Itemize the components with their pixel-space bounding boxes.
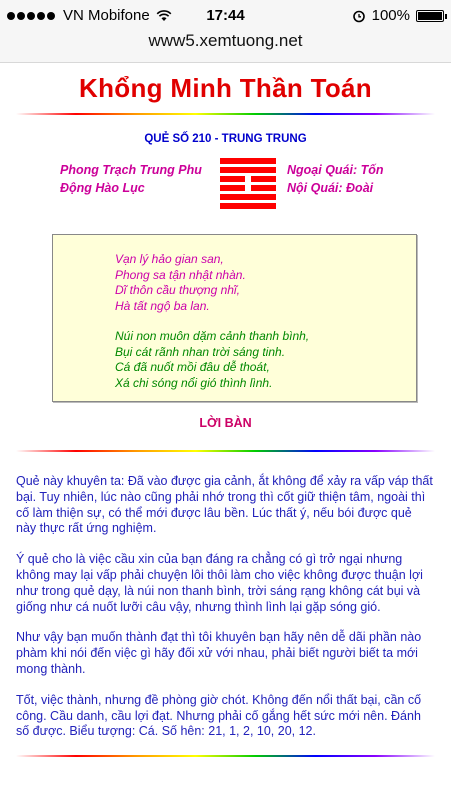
hexagram-name-block (60, 161, 202, 197)
poem-verse-original (115, 252, 404, 314)
commentary-body (16, 474, 435, 740)
rainbow-divider (16, 450, 435, 452)
poem-verse-translation (115, 329, 404, 391)
poem-line: Bụi cát rãnh nhan trời sáng tinh. (115, 344, 286, 359)
moving-line: Động Hào Lục (60, 181, 145, 195)
poem-box (52, 234, 417, 402)
poem-line: Dĩ thôn cầu thượng nhĩ, (115, 283, 240, 297)
hexagram-info (16, 161, 435, 219)
commentary-paragraph: Tốt, việc thành, nhưng đề phòng giờ chót. Không đến nổi thất bại, cần cố công. Cầu danh, cầu lợi đạt. Nhưng phải cố gắng hết sức mới nên. Đánh số được. Biểu tượng: Cá. Số hên: 21, 1, 2, 10, 20, 12. (16, 692, 422, 739)
page-content (0, 73, 451, 757)
hexagram-symbol-icon (220, 158, 276, 212)
outer-trigram: Ngoại Quái: Tốn (287, 163, 384, 177)
poem-line: Vạn lý hảo gian san, (115, 252, 224, 266)
poem-line: Hà tất ngộ ba lan. (115, 298, 210, 313)
hexagram-number: QUẺ SỐ 210 - TRUNG TRUNG (144, 133, 307, 145)
status-bar (7, 7, 444, 25)
commentary-paragraph: Như vậy bạn muốn thành đạt thì tôi khuyên bạn hãy nên dễ dãi phần nào phàm khi nói đến việc gì hãy đối xử với nhau, phải biết người biết ta mới mong thành. (16, 630, 422, 676)
battery-icon (416, 10, 444, 22)
inner-trigram: Nội Quái: Đoài (287, 181, 374, 195)
poem-line: Núi non muôn dặm cảnh thanh bình, (115, 329, 310, 343)
commentary-paragraph: Ý quẻ cho là việc cầu xin của bạn đáng ra chẳng có gì trở ngại nhưng không may lại vấp phải chuyện lôi thôi làm cho việc không được thuận lợi như trong quẻ dạy, là núi non thanh bình, trời sáng rạng không cát bụi và giống như cá nuốt lưỡi câu vậy, nhưng thình lình lại gặp sóng gió. (16, 552, 423, 614)
battery-percentage: 100% (371, 7, 410, 24)
poem-line: Xá chi sóng nổi gió thình lình. (115, 375, 273, 390)
commentary-heading: LỜI BÀN (199, 416, 252, 430)
page-title: Khổng Minh Thần Toán (79, 73, 372, 103)
trigram-block (287, 161, 384, 197)
alarm-icon (352, 9, 366, 23)
status-time: 17:44 (206, 7, 245, 24)
poem-line: Phong sa tận nhật nhàn. (115, 267, 246, 282)
commentary-paragraph: Quẻ này khuyên ta: Đã vào được gia cảnh, ắt không để xảy ra vấp váp thất bại. Tuy nhiên, lúc nào cũng phải nhớ trong thì cốt giữ thiện tâm, ngoài thì cố làm thiện sự, có thể mới được lâu bền. Lúc thất ý, nếu bói được quẻ này thực rất ứng nghiệm. (16, 474, 433, 536)
browser-top-bar (0, 0, 451, 63)
carrier-name: VN Mobifone (63, 7, 150, 24)
rainbow-divider (16, 113, 435, 115)
hexagram-name: Phong Trạch Trung Phu (60, 163, 202, 177)
rainbow-divider (16, 755, 435, 757)
poem-line: Cá đã nuốt mồi đâu dễ thoát, (115, 360, 270, 374)
address-bar-url[interactable]: www5.xemtuong.net (148, 31, 303, 50)
